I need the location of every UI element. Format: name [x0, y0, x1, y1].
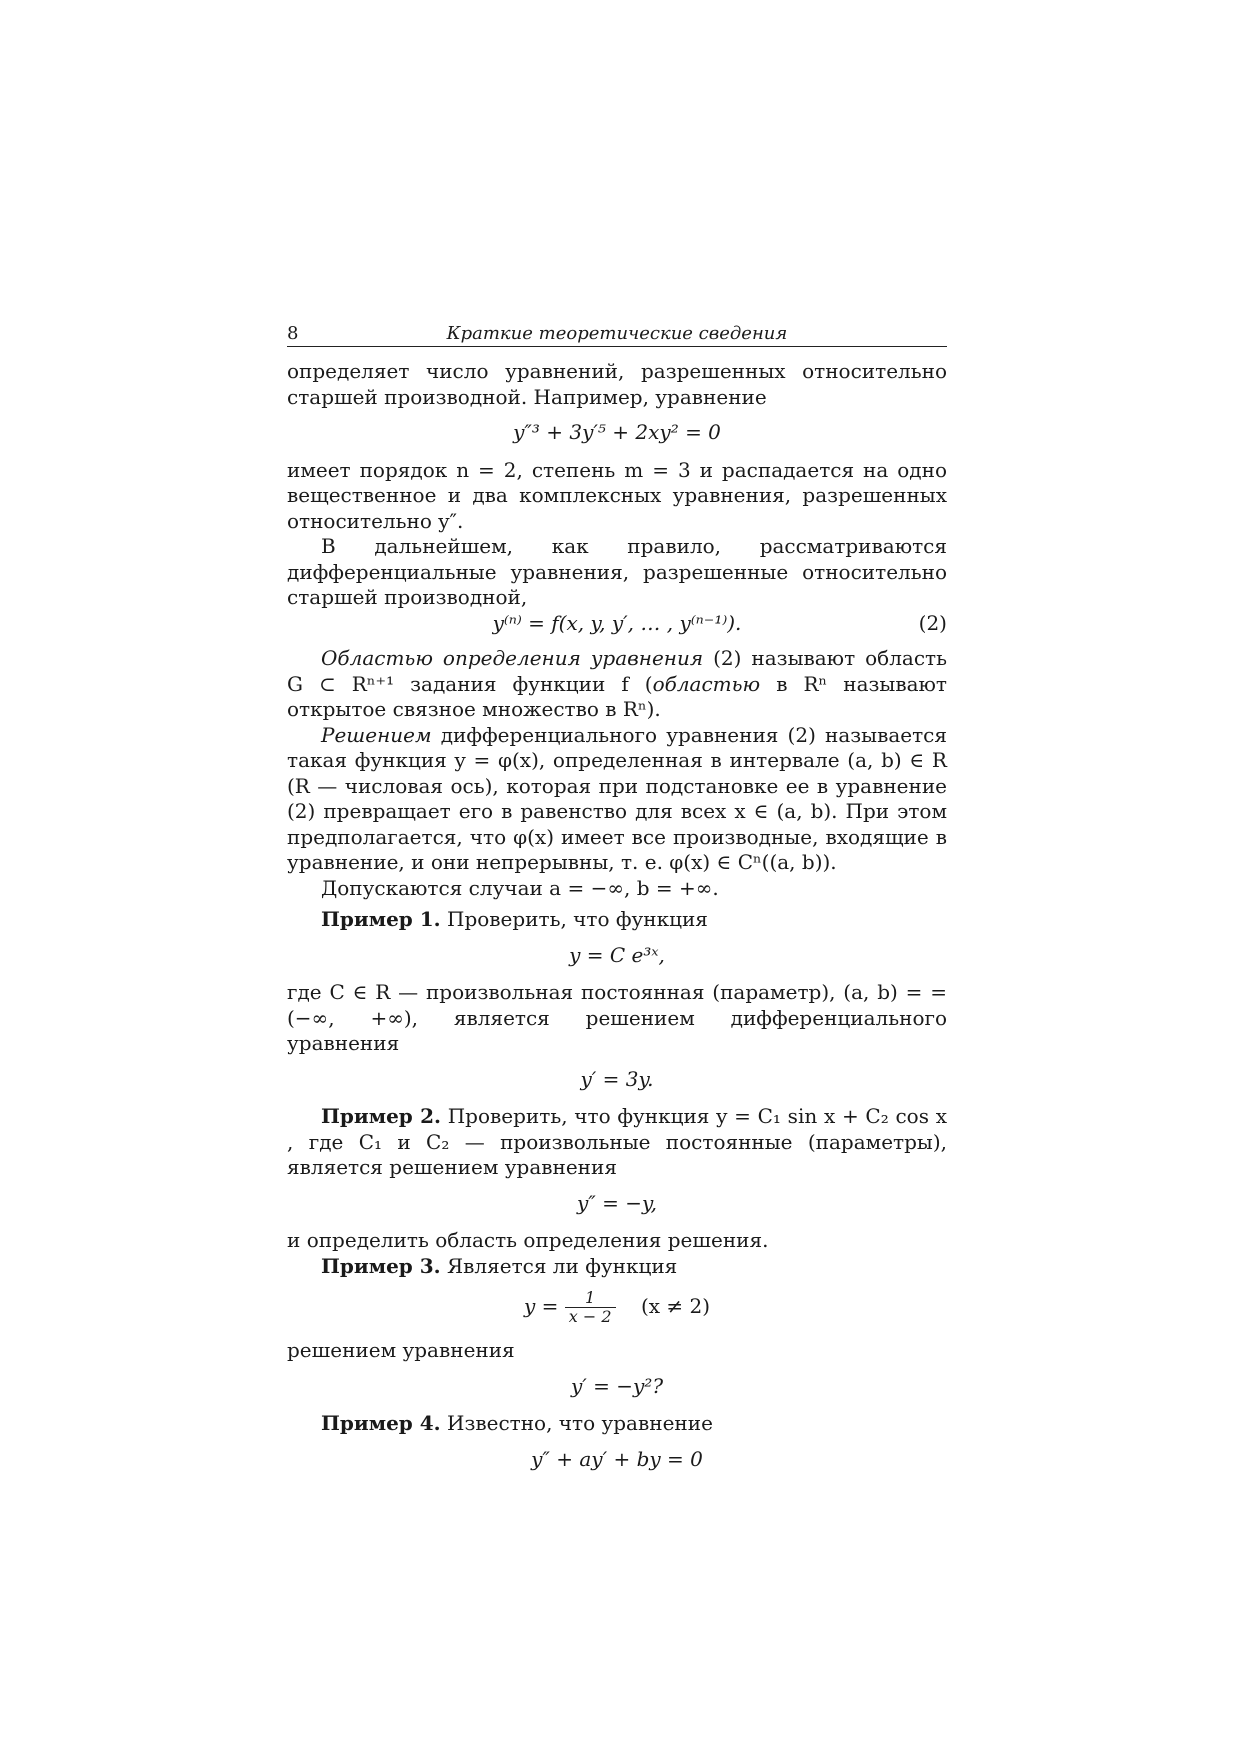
equation-2 [287, 611, 947, 637]
paragraph-6: Допускаются случаи a = −∞, b = +∞. [321, 875, 719, 900]
example-2-label: Пример 2. [321, 1104, 441, 1128]
example-1-label: Пример 1. [321, 907, 441, 931]
formula-3: y = C e³ˣ, [569, 942, 665, 967]
example-1-text: Проверить, что функция [447, 907, 708, 931]
page-body [287, 347, 947, 1472]
paragraph-9: решением уравнения [287, 1338, 515, 1362]
example-4-text: Известно, что уравнение [447, 1411, 713, 1435]
example-3 [287, 1254, 947, 1280]
formula-6-condition: (x ≠ 2) [640, 1294, 711, 1318]
term-domain: областью [652, 671, 761, 696]
page [287, 318, 947, 1484]
formula-8: y″ + ay′ + by = 0 [531, 1446, 703, 1471]
formula-6 [287, 1289, 947, 1326]
example-3-label: Пример 3. [321, 1253, 441, 1278]
formula-7: y′ = −y²? [570, 1373, 664, 1398]
running-title: Краткие теоретические сведения [446, 323, 788, 344]
paragraph-5-body: дифференциального уравнения (2) называется такая функция y = φ(x), определенная в интервале (a, b) ∈ R (R — числовая ось), которая при подстановке ее в уравнение (2) превращает его в равенство для всех x ∈ (a, b). При этом предполагается, что φ(x) имеет все производные, входящие в уравнение, и они непрерывны, т. е. φ(x) ∈ Cⁿ((a, b)). [287, 722, 947, 874]
formula-6-lhs: y = [523, 1294, 559, 1318]
paragraph-1: определяет число уравнений, разрешенных относительно старшей производной. Например, уравнение [287, 359, 947, 409]
formula-4: y′ = 3y. [580, 1066, 654, 1091]
example-2 [287, 1104, 947, 1181]
paragraph-3: В дальнейшем, как правило, рассматриваются дифференциальные уравнения, разрешенные относительно старшей производной, [287, 534, 947, 609]
fraction-numerator: 1 [565, 1289, 616, 1308]
formula-5: y″ = −y, [577, 1190, 657, 1215]
paragraph-4-part-a: (2) называют область G ⊂ Rⁿ⁺¹ задания функции f ( [287, 646, 947, 696]
example-4-label: Пример 4. [321, 1411, 441, 1435]
equation-2-body: y⁽ⁿ⁾ = f(x, y, y′, … , y⁽ⁿ⁻¹⁾). [492, 610, 742, 635]
paragraph-5 [287, 723, 947, 876]
running-header [287, 318, 947, 347]
term-solution: Решением [321, 722, 432, 747]
equation-number: (2) [918, 610, 947, 635]
paragraph-8: и определить область определения решения. [287, 1228, 769, 1252]
term-domain-of-equation: Областью определения уравнения [321, 646, 704, 670]
paragraph-4 [287, 646, 947, 723]
example-2-text: Проверить, что функция y = C₁ sin x + C₂ cos x , где C₁ и C₂ — произвольные постоянные (параметры), является решением уравнения [287, 1104, 947, 1179]
paragraph-4-part-b: в Rⁿ называют открытое связное множество в Rⁿ). [287, 671, 947, 721]
fraction-denominator: x − 2 [568, 1307, 612, 1326]
fraction [565, 1289, 616, 1326]
example-4 [287, 1411, 947, 1437]
formula-1: y″³ + 3y′⁵ + 2xy² = 0 [513, 420, 721, 444]
example-3-text: Является ли функция [447, 1253, 678, 1278]
paragraph-7: где C ∈ R — произвольная постоянная (параметр), (a, b) = = (−∞, +∞), является решением дифференциального уравнения [287, 980, 947, 1055]
page-number: 8 [287, 323, 299, 344]
example-1 [287, 907, 947, 933]
paragraph-2: имеет порядок n = 2, степень m = 3 и распадается на одно вещественное и два комплексных уравнения, разрешенных относительно y″. [287, 457, 947, 533]
